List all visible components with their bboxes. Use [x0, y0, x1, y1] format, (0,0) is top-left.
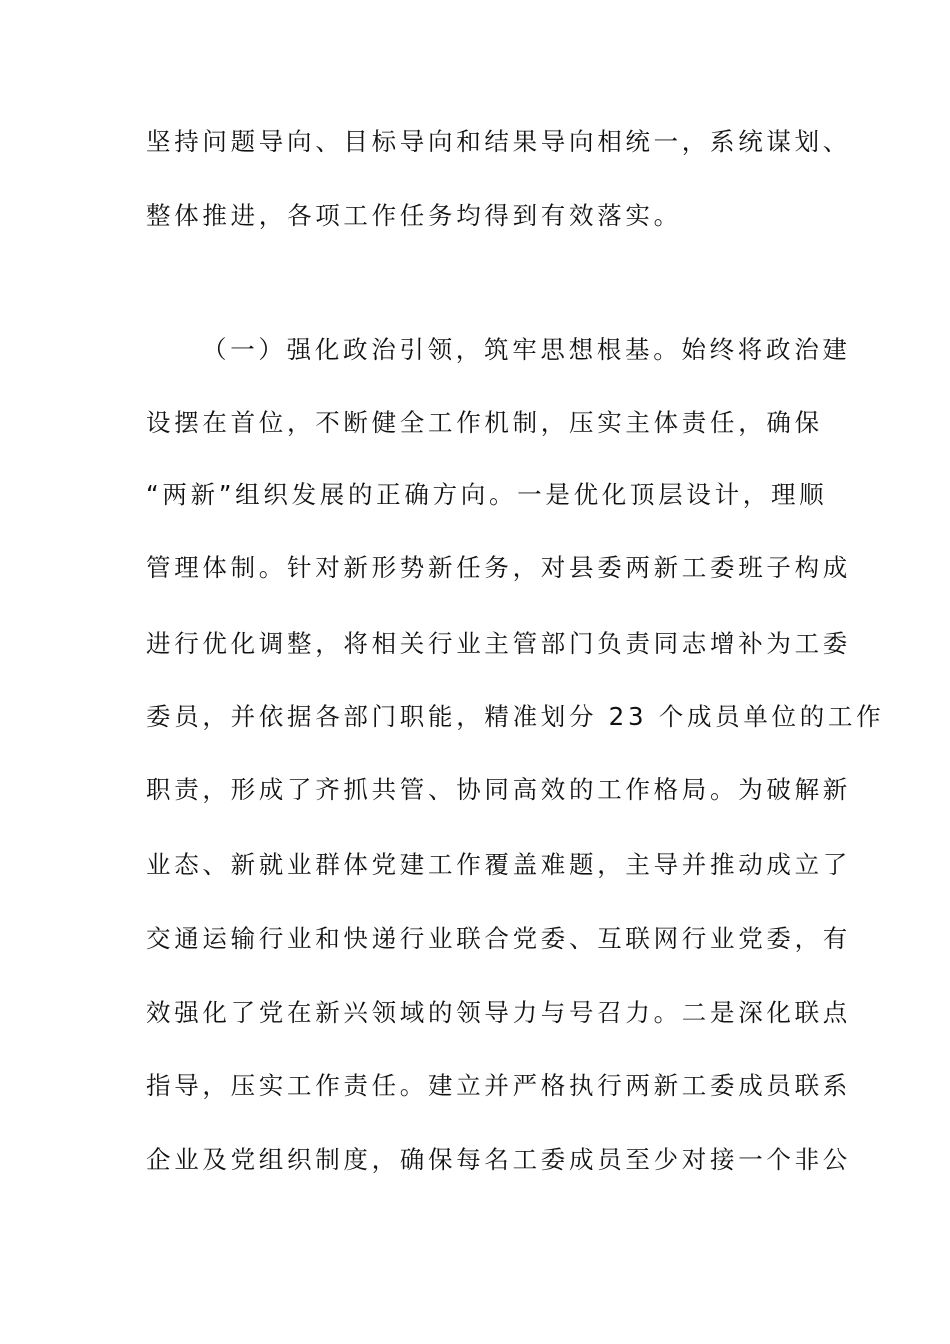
paragraph-line: 业态、新就业群体党建工作覆盖难题，主导并推动成立了	[146, 850, 851, 879]
paragraph-line: 坚持问题导向、目标导向和结果导向相统一，系统谋划、	[146, 127, 851, 156]
paragraph-line: 企业及党组织制度，确保每名工委成员至少对接一个非公	[146, 1145, 851, 1174]
paragraph-line: “两新”组织发展的正确方向。一是优化顶层设计，理顺	[146, 480, 828, 509]
paragraph-line: 委员，并依据各部门职能，精准划分 23 个成员单位的工作	[146, 702, 885, 731]
paragraph-line: 管理体制。针对新形势新任务，对县委两新工委班子构成	[146, 553, 851, 582]
paragraph-line: 职责，形成了齐抓共管、协同高效的工作格局。为破解新	[146, 775, 851, 804]
paragraph-line: 设摆在首位，不断健全工作机制，压实主体责任，确保	[146, 408, 823, 437]
section-heading-line: （一）强化政治引领，筑牢思想根基。始终将政治建	[202, 335, 851, 364]
paragraph-line: 效强化了党在新兴领域的领导力与号召力。二是深化联点	[146, 998, 851, 1027]
paragraph-line: 进行优化调整，将相关行业主管部门负责同志增补为工委	[146, 629, 851, 658]
paragraph-line: 指导，压实工作责任。建立并严格执行两新工委成员联系	[146, 1071, 851, 1100]
paragraph-line: 整体推进，各项工作任务均得到有效落实。	[146, 201, 682, 230]
paragraph-line: 交通运输行业和快递行业联合党委、互联网行业党委，有	[146, 924, 851, 953]
